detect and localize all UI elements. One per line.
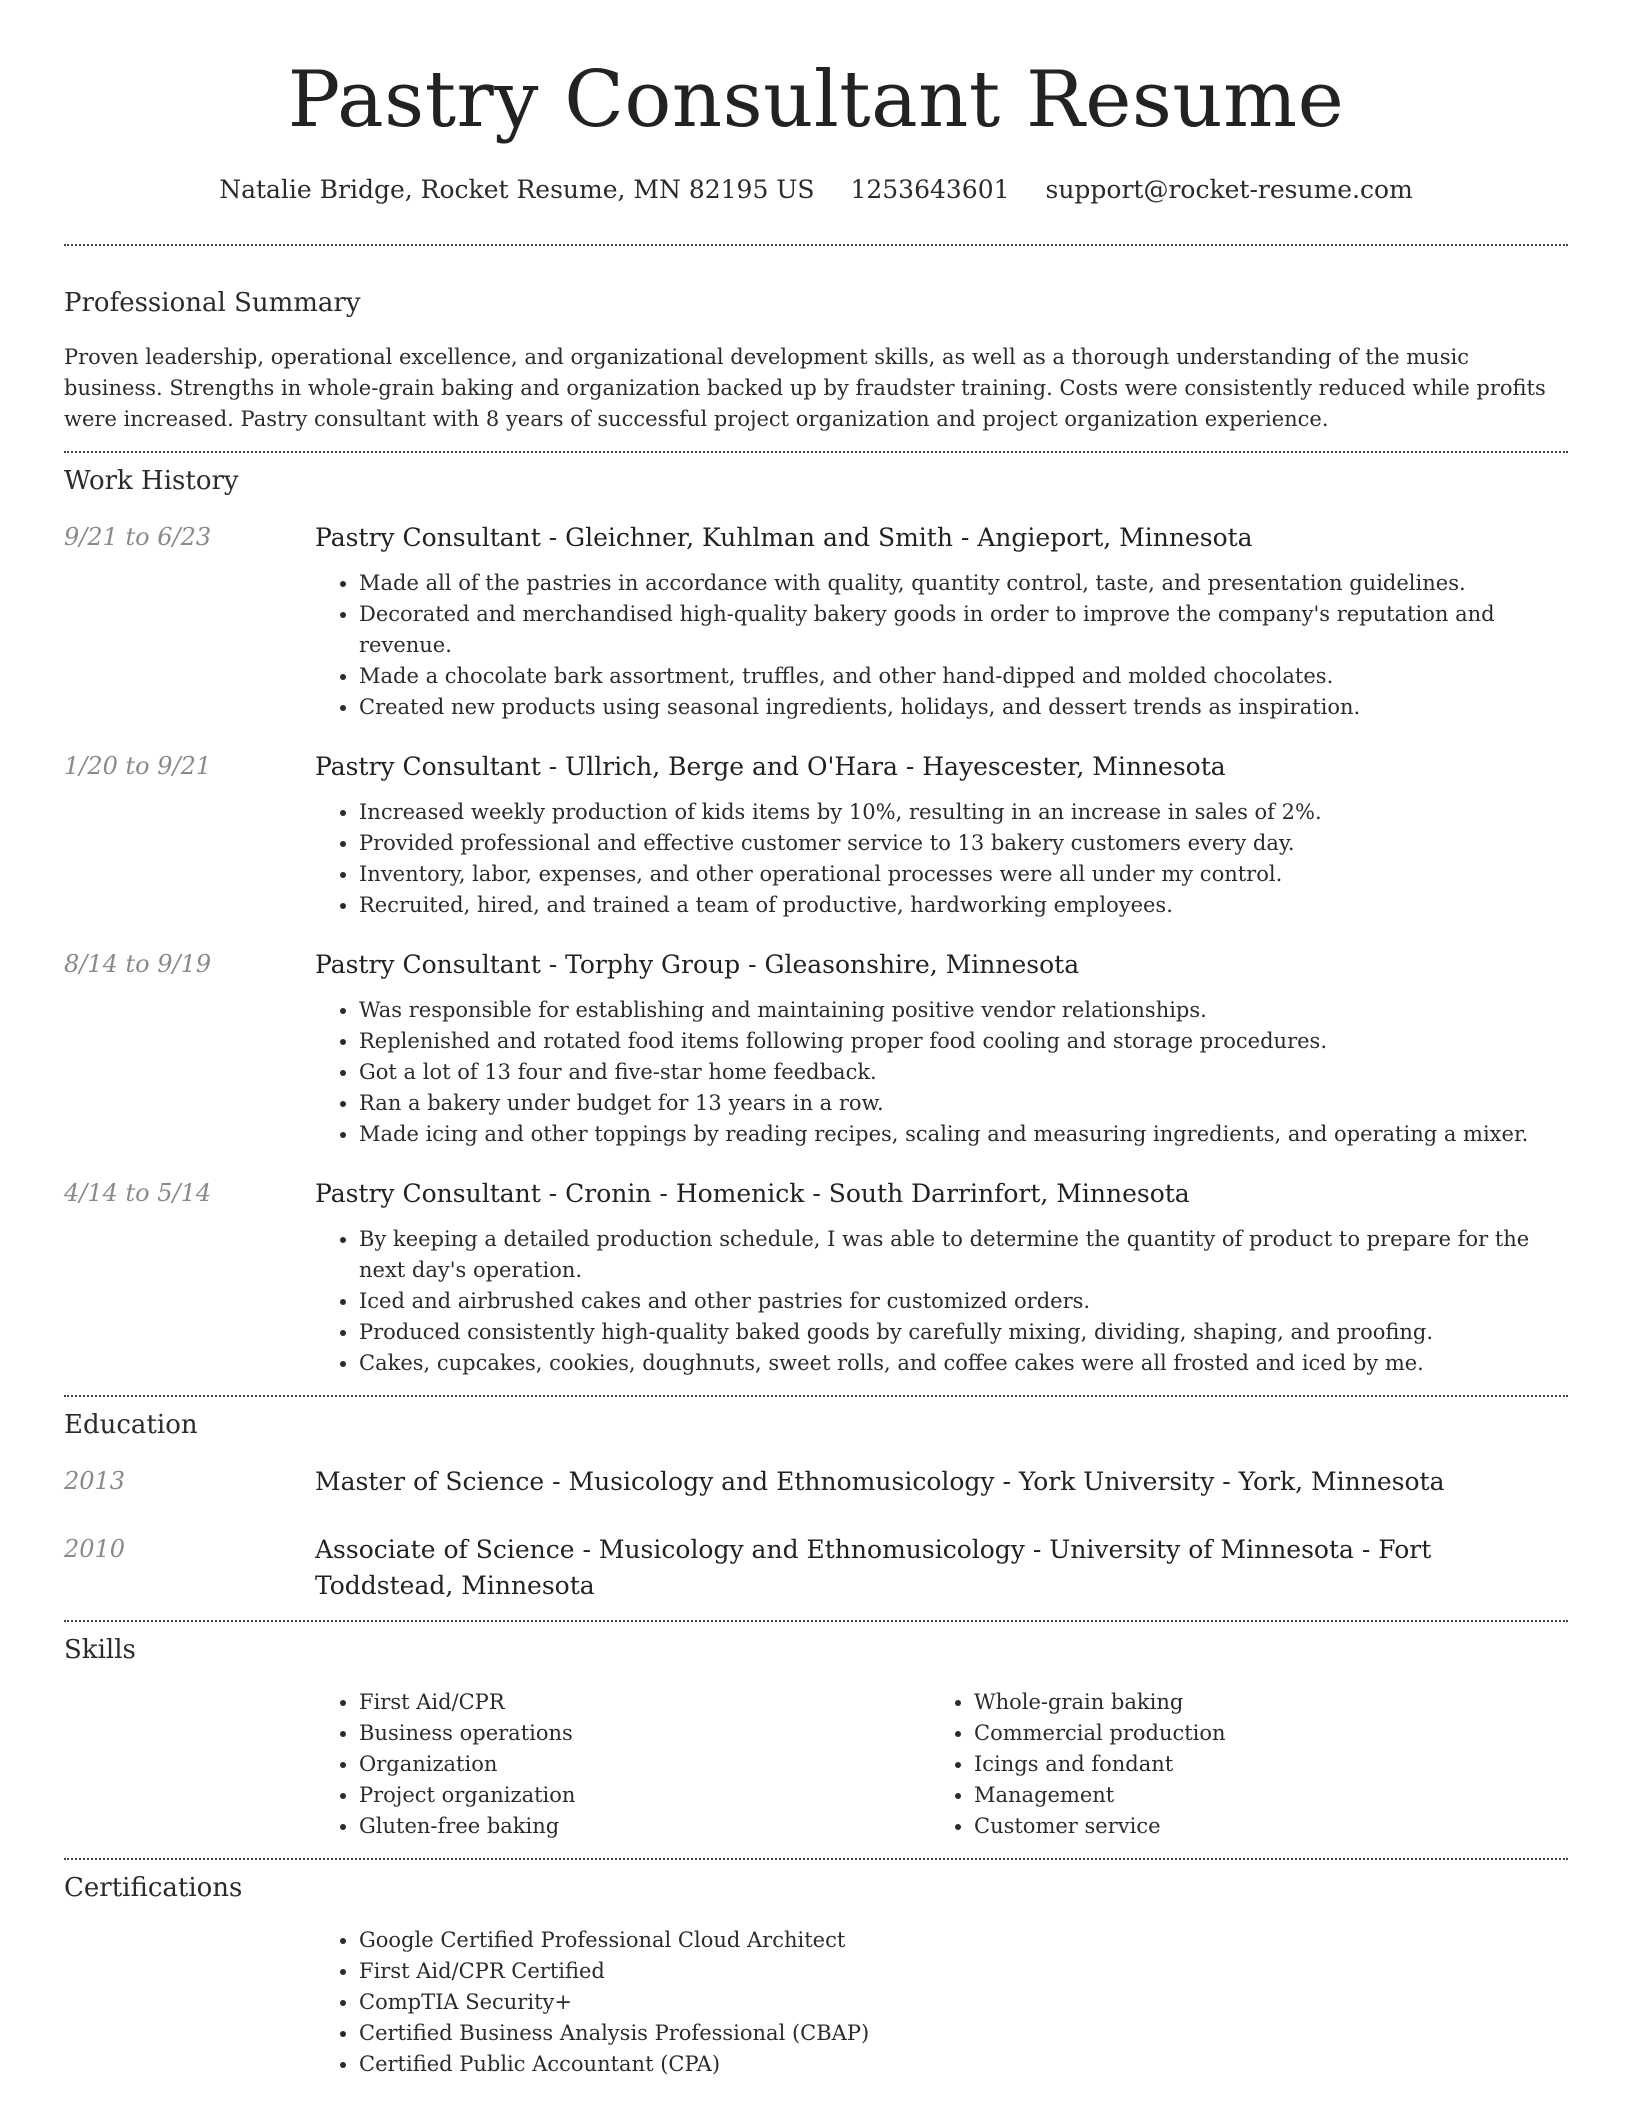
job-bullet: • Got a lot of 13 four and five-star home feedback. [359, 1057, 1568, 1088]
job-dates: 8/14 to 9/19 [64, 950, 212, 978]
certifications-list [315, 1925, 1568, 2080]
section-heading-summary: Professional Summary [64, 288, 361, 318]
page-title: Pastry Consultant Resume [287, 55, 1345, 145]
certification-item: • Certified Public Accountant (CPA) [359, 2049, 1568, 2080]
certifications-section [64, 1871, 1568, 2080]
section-divider [64, 1620, 1568, 1622]
job-bullet: • Decorated and merchandised high-quality bakery goods in order to improve the company's reputation and revenue. [359, 599, 1568, 661]
job-dates: 1/20 to 9/21 [64, 752, 212, 780]
section-divider [64, 1395, 1568, 1397]
job-dates: 4/14 to 5/14 [64, 1179, 212, 1207]
job-bullet: • Made a chocolate bark assortment, truffles, and other hand-dipped and molded chocolates. [359, 661, 1568, 692]
skill-item: • Organization [359, 1749, 930, 1780]
job-bullet: • Created new products using seasonal ingredients, holidays, and dessert trends as inspiration. [359, 692, 1568, 723]
job-bullet: • Produced consistently high-quality baked goods by carefully mixing, dividing, shaping, and proofing. [359, 1317, 1568, 1348]
job-entry [64, 1176, 1568, 1379]
job-title: Pastry Consultant - Torphy Group - Gleasonshire, Minnesota [315, 950, 1080, 979]
contact-address: Natalie Bridge, Rocket Resume, MN 82195 US [219, 175, 815, 204]
contact-phone: 1253643601 [850, 175, 1010, 204]
skill-item: • First Aid/CPR [359, 1687, 930, 1718]
contact-email: support@rocket-resume.com [1045, 175, 1413, 204]
job-entry [64, 520, 1568, 723]
skill-item: • Management [974, 1780, 1545, 1811]
job-bullets [315, 995, 1568, 1150]
job-dates: 9/21 to 6/23 [64, 523, 212, 551]
job-bullet: • Provided professional and effective customer service to 13 bakery customers every day. [359, 828, 1568, 859]
section-heading-work: Work History [64, 466, 239, 496]
job-bullet: • By keeping a detailed production schedule, I was able to determine the quantity of product to prepare for the next day's operation. [359, 1224, 1568, 1286]
job-bullet: • Recruited, hired, and trained a team of productive, hardworking employees. [359, 890, 1568, 921]
section-heading-education: Education [64, 1410, 198, 1440]
section-heading-certifications: Certifications [64, 1873, 243, 1903]
education-body [315, 1464, 1568, 1500]
skills-list [930, 1687, 1545, 1842]
education-section [64, 1408, 1568, 1604]
job-body [315, 1176, 1568, 1379]
section-divider [64, 244, 1568, 246]
skill-item: • Commercial production [974, 1718, 1545, 1749]
section-heading-skills: Skills [64, 1635, 136, 1665]
work-history-section [64, 464, 1568, 1379]
job-title: Pastry Consultant - Gleichner, Kuhlman and Smith - Angieport, Minnesota [315, 523, 1253, 552]
education-entry [64, 1464, 1568, 1500]
summary-text: Proven leadership, operational excellence, and organizational development skills, as well as a thorough understanding of the music business. Strengths in whole-grain baking and organization backed up by fraudster training. Costs were consistently reduced while profits were increased. Pastry consultant with 8 years of successful project organization and project organization experience. [64, 345, 1546, 431]
skill-item: • Customer service [974, 1811, 1545, 1842]
education-title: Associate of Science - Musicology and Ethnomusicology - University of Minnesota - Fort Toddstead, Minnesota [315, 1535, 1432, 1600]
skills-column-left [315, 1687, 930, 1842]
certification-item: • Google Certified Professional Cloud Architect [359, 1925, 1568, 1956]
job-body [315, 947, 1568, 1150]
section-divider [64, 1858, 1568, 1860]
education-year: 2010 [64, 1535, 126, 1563]
education-body [315, 1532, 1568, 1604]
skill-item: • Project organization [359, 1780, 930, 1811]
job-entry [64, 947, 1568, 1150]
skills-section [64, 1633, 1568, 1842]
job-bullet: • Made all of the pastries in accordance with quality, quantity control, taste, and presentation guidelines. [359, 568, 1568, 599]
job-entry [64, 749, 1568, 921]
job-bullets [315, 568, 1568, 723]
skill-item: • Business operations [359, 1718, 930, 1749]
job-bullet: • Ran a bakery under budget for 13 years in a row. [359, 1088, 1568, 1119]
section-divider [64, 451, 1568, 453]
contact-line [64, 172, 1568, 208]
job-bullet: • Made icing and other toppings by reading recipes, scaling and measuring ingredients, and operating a mixer. [359, 1119, 1568, 1150]
certification-item: • Certified Business Analysis Professional (CBAP) [359, 2018, 1568, 2049]
job-bullets [315, 797, 1568, 921]
job-body [315, 749, 1568, 921]
education-year: 2013 [64, 1467, 126, 1495]
job-title: Pastry Consultant - Cronin - Homenick - South Darrinfort, Minnesota [315, 1179, 1190, 1208]
job-bullet: • Inventory, labor, expenses, and other operational processes were all under my control. [359, 859, 1568, 890]
certification-item: • CompTIA Security+ [359, 1987, 1568, 2018]
job-body [315, 520, 1568, 723]
skill-item: • Icings and fondant [974, 1749, 1545, 1780]
job-bullets [315, 1224, 1568, 1379]
education-title: Master of Science - Musicology and Ethnomusicology - York University - York, Minnesota [315, 1467, 1445, 1496]
skill-item: • Whole-grain baking [974, 1687, 1545, 1718]
skills-grid [315, 1687, 1568, 1842]
skill-item: • Gluten-free baking [359, 1811, 930, 1842]
job-bullet: • Increased weekly production of kids items by 10%, resulting in an increase in sales of 2%. [359, 797, 1568, 828]
education-entry [64, 1532, 1568, 1604]
job-bullet: • Iced and airbrushed cakes and other pastries for customized orders. [359, 1286, 1568, 1317]
job-bullet: • Replenished and rotated food items following proper food cooling and storage procedures. [359, 1026, 1568, 1057]
skills-list [315, 1687, 930, 1842]
job-bullet: • Cakes, cupcakes, cookies, doughnuts, sweet rolls, and coffee cakes were all frosted and iced by me. [359, 1348, 1568, 1379]
skills-column-right [930, 1687, 1545, 1842]
job-bullet: • Was responsible for establishing and maintaining positive vendor relationships. [359, 995, 1568, 1026]
certification-item: • First Aid/CPR Certified [359, 1956, 1568, 1987]
certifications-block [315, 1925, 1568, 2080]
summary-section [64, 286, 1568, 435]
job-title: Pastry Consultant - Ullrich, Berge and O'Hara - Hayescester, Minnesota [315, 752, 1226, 781]
